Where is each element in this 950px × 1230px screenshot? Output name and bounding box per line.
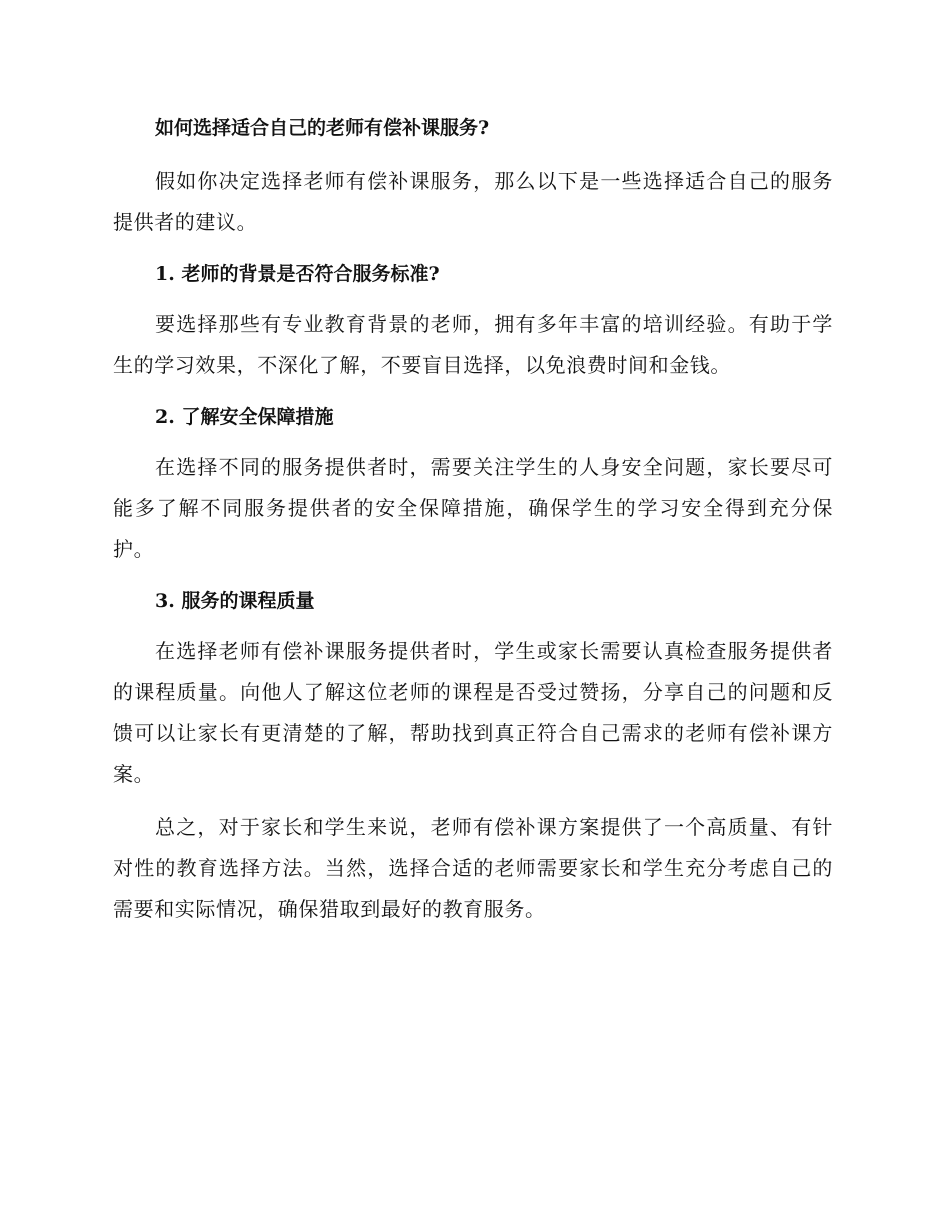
section-heading-1: 1. 老师的背景是否符合服务标准?: [155, 263, 440, 285]
section-paragraph-2: 在选择不同的服务提供者时，需要关注学生的人身安全问题，家长要尽可能多了解不同服务提供者的安全保障措施，确保学生的学习安全得到充分保护。: [113, 455, 833, 561]
document-title: 如何选择适合自己的老师有偿补课服务?: [155, 117, 490, 139]
section-heading-3: 3. 服务的课程质量: [155, 590, 315, 612]
section-paragraph-3: 在选择老师有偿补课服务提供者时，学生或家长需要认真检查服务提供者的课程质量。向他人了解这位老师的课程是否受过赞扬，分享自己的问题和反馈可以让家长有更清楚的了解，帮助找到真正符合自己需求的老师有偿补课方案。: [113, 639, 833, 786]
section-paragraph-1: 要选择那些有专业教育背景的老师，拥有多年丰富的培训经验。有助于学生的学习效果，不深化了解，不要盲目选择，以免浪费时间和金钱。: [113, 312, 833, 377]
conclusion-paragraph: 总之，对于家长和学生来说，老师有偿补课方案提供了一个高质量、有针对性的教育选择方法。当然，选择合适的老师需要家长和学生充分考虑自己的需要和实际情况，确保猎取到最好的教育服务。: [113, 815, 833, 921]
section-heading-2: 2. 了解安全保障措施: [155, 406, 334, 428]
document-body: [113, 108, 833, 930]
intro-paragraph: 假如你决定选择老师有偿补课服务，那么以下是一些选择适合自己的服务提供者的建议。: [113, 169, 833, 234]
